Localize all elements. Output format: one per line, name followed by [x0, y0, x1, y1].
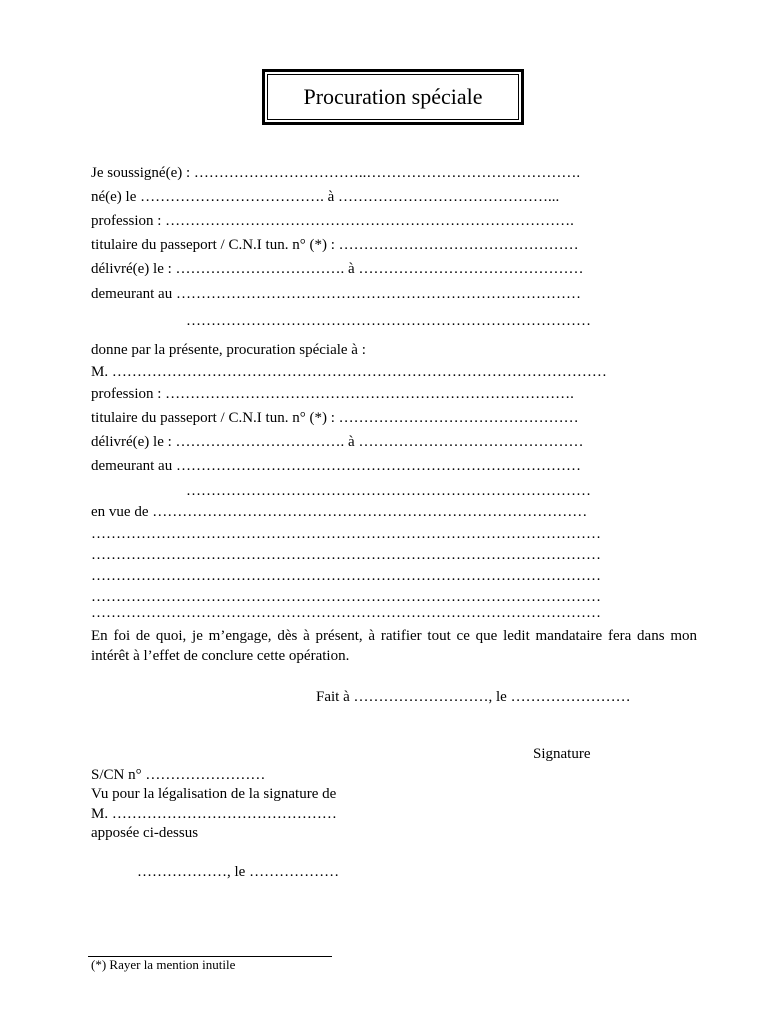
legalisation-text: Vu pour la légalisation de la signature de: [91, 786, 337, 802]
mandant-profession-line: profession : ……………………………………………………………………….: [91, 213, 574, 229]
mandant-delivered-line: délivré(e) le : ……………………………. à ………………………………………: [91, 261, 584, 277]
mandant-birth-line: né(e) le ………………………………. à ……………………………………...: [91, 189, 560, 205]
legalisation-date-line: ………………, le ………………: [137, 864, 340, 880]
mandataire-delivered-line: délivré(e) le : ……………………………. à ………………………………………: [91, 434, 584, 450]
scn-number-line: S/CN n° ……………………: [91, 767, 266, 783]
mandant-address-continuation: ………………………………………………………………………: [186, 313, 591, 329]
engagement-paragraph: En foi de quoi, je m’engage, dès à présent, à ratifier tout ce que ledit mandataire fera dans mon intérêt à l’effet de conclure cette opération.: [91, 628, 697, 664]
title-box: [262, 69, 524, 125]
mandataire-name-line: M. ………………………………………………………………………………………: [91, 364, 607, 380]
en-vue-de-line: en vue de ……………………………………………………………………………: [91, 504, 588, 520]
mandataire-address-continuation: ………………………………………………………………………: [186, 483, 591, 499]
legalisation-name-line: M. ………………………………………: [91, 806, 337, 822]
mandataire-address-line: demeurant au ………………………………………………………………………: [91, 458, 581, 474]
mandataire-passport-line: titulaire du passeport / C.N.I tun. n° (*) : …………………………………………: [91, 410, 579, 426]
purpose-blank-line: …………………………………………………………………………………………: [91, 547, 601, 563]
purpose-blank-line: …………………………………………………………………………………………: [91, 589, 601, 605]
procuration-intro: donne par la présente, procuration spéciale à :: [91, 342, 366, 358]
mandant-passport-line: titulaire du passeport / C.N.I tun. n° (*) : …………………………………………: [91, 237, 579, 253]
purpose-blank-line: …………………………………………………………………………………………: [91, 568, 601, 584]
mandant-address-line: demeurant au ………………………………………………………………………: [91, 286, 581, 302]
apposee-text: apposée ci-dessus: [91, 825, 199, 841]
footnote-text: (*) Rayer la mention inutile: [91, 957, 236, 972]
purpose-blank-line: …………………………………………………………………………………………: [91, 526, 601, 542]
purpose-blank-line: …………………………………………………………………………………………: [91, 605, 601, 621]
document-title: Procuration spéciale: [267, 74, 519, 120]
signature-label: Signature: [533, 746, 591, 762]
mandant-soussigne-line: Je soussigné(e) : ……………………………..…………………………………….: [91, 165, 581, 181]
fait-a-line: Fait à ………………………, le ……………………: [316, 689, 631, 705]
mandataire-profession-line: profession : ……………………………………………………………………….: [91, 386, 574, 402]
